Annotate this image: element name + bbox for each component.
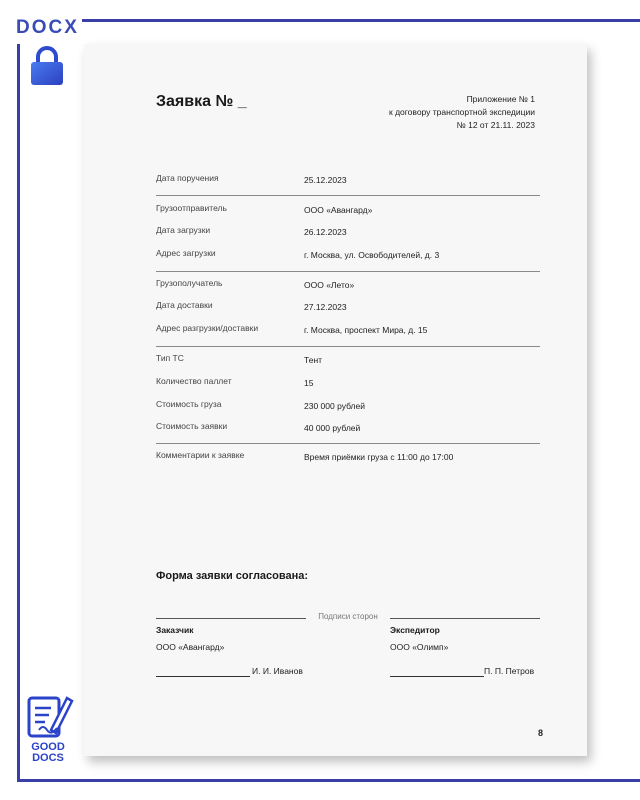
customer-role: Заказчик	[156, 625, 194, 635]
field-value: г. Москва, проспект Мира, д. 15	[304, 325, 428, 335]
section-divider	[156, 271, 540, 272]
good-docs-logo	[28, 742, 68, 764]
forwarder-org: ООО «Олимп»	[390, 642, 449, 652]
field-label: Дата доставки	[156, 300, 213, 310]
logo-line: GOOD	[31, 741, 65, 753]
field-row	[156, 421, 540, 435]
field-row	[156, 225, 540, 239]
forwarder-signature-line	[390, 676, 484, 677]
field-value: 25.12.2023	[304, 175, 347, 185]
page-number: 8	[538, 728, 544, 738]
customer-org: ООО «Авангард»	[156, 642, 225, 652]
field-row	[156, 300, 540, 314]
document-title: Заявка № _	[156, 93, 247, 110]
approval-heading: Форма заявки согласована:	[156, 570, 309, 582]
field-label: Адрес разгрузки/доставки	[156, 323, 259, 333]
document-page	[84, 44, 587, 756]
signatures-caption: Подписи сторон	[318, 612, 378, 621]
field-row	[156, 278, 540, 292]
field-value: 26.12.2023	[304, 227, 347, 237]
field-label: Адрес загрузки	[156, 248, 216, 258]
docx-label: DOCX	[16, 17, 79, 38]
field-label: Комментарии к заявке	[156, 450, 245, 460]
frame-left-line	[17, 44, 20, 782]
field-value: 15	[304, 378, 314, 388]
field-row	[156, 248, 540, 262]
field-label: Грузоотправитель	[156, 203, 227, 213]
field-value: Тент	[304, 355, 323, 365]
section-divider	[156, 195, 540, 196]
field-value: ООО «Лето»	[304, 280, 355, 290]
field-label: Стоимость заявки	[156, 421, 228, 431]
section-divider	[156, 443, 540, 444]
customer-signature-line	[156, 676, 250, 677]
field-label: Грузополучатель	[156, 278, 223, 288]
field-row	[156, 376, 540, 390]
appendix-line: к договору транспортной экспедиции	[388, 107, 535, 117]
field-value: г. Москва, ул. Освободителей, д. 3	[304, 250, 440, 260]
section-divider	[156, 346, 540, 347]
field-label: Дата загрузки	[156, 225, 211, 235]
field-row	[156, 203, 540, 217]
lock-icon	[28, 46, 66, 86]
frame-bottom-line	[17, 779, 640, 782]
customer-signer: И. И. Иванов	[252, 666, 303, 676]
field-label: Количество паллет	[156, 376, 232, 386]
field-label: Тип ТС	[156, 353, 184, 363]
field-row	[156, 173, 540, 187]
forwarder-role: Экспедитор	[390, 625, 440, 635]
forwarder-signer: П. П. Петров	[484, 666, 535, 676]
field-value: ООО «Авангард»	[304, 205, 373, 215]
appendix-line: № 12 от 21.11. 2023	[456, 120, 535, 130]
signature-divider-right	[390, 618, 540, 619]
appendix-reference	[389, 93, 535, 132]
field-value: 40 000 рублей	[304, 423, 361, 433]
field-row	[156, 353, 540, 367]
logo-line: DOCS	[32, 752, 64, 764]
field-label: Стоимость груза	[156, 399, 222, 409]
field-row	[156, 450, 540, 464]
field-row	[156, 399, 540, 413]
signature-divider-left	[156, 618, 306, 619]
appendix-line: Приложение № 1	[466, 94, 535, 104]
field-row	[156, 323, 540, 337]
frame-top-line	[82, 19, 640, 22]
field-value: Время приёмки груза с 11:00 до 17:00	[304, 452, 454, 462]
field-value: 230 000 рублей	[304, 401, 365, 411]
field-label: Дата поручения	[156, 173, 219, 183]
field-value: 27.12.2023	[304, 302, 347, 312]
